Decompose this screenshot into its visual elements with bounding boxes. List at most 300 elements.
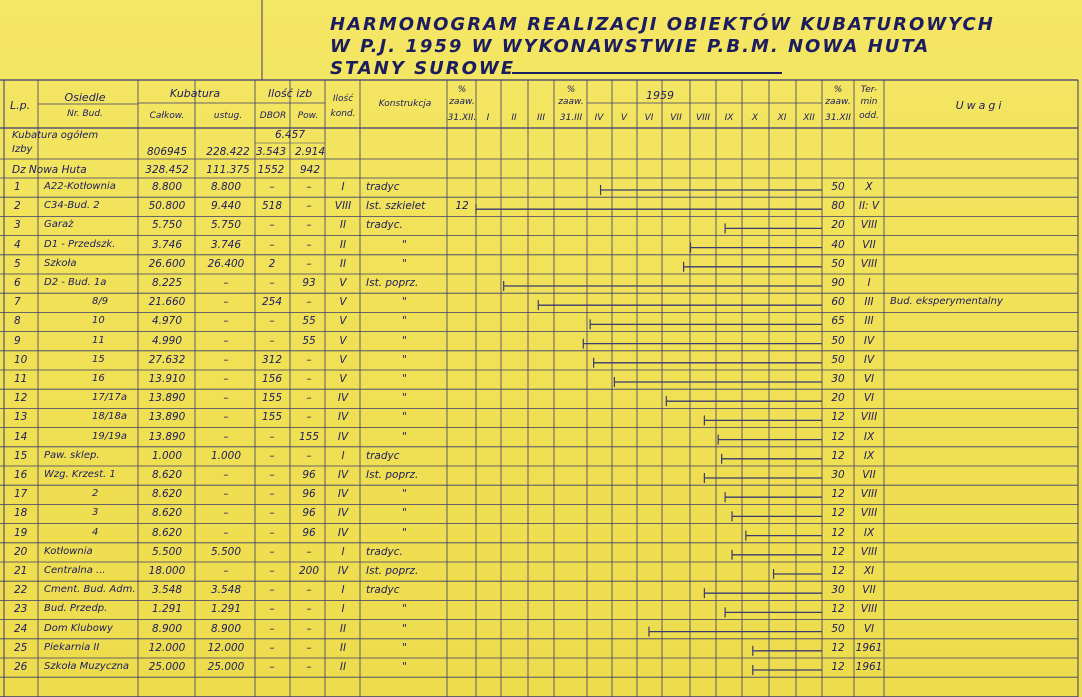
row-kond: IV (337, 430, 349, 443)
row-lp: 11 (14, 373, 28, 385)
row-osiedle: 11 (92, 334, 105, 346)
row-konstrukcja: tradyc. (366, 545, 403, 558)
row-termin: IX (863, 430, 875, 443)
header-termin-2: min (860, 97, 878, 107)
summary-kub-label: Kubatura ogółem (12, 130, 99, 141)
header-kubatura: Kubatura (169, 87, 221, 100)
row-konstrukcja: " (402, 334, 407, 347)
row-termin: VIII (860, 507, 878, 520)
header-nr-bud: Nr. Bud. (67, 109, 103, 119)
header-termin-1: Ter- (860, 85, 878, 95)
row-lp: 17 (14, 488, 28, 501)
row-konstrukcja: Ist. poprz. (366, 469, 419, 481)
header-zaaw3-2: zaaw. (825, 97, 851, 107)
row-osiedle: 4 (92, 526, 99, 538)
header-lp: L.p. (10, 99, 31, 112)
row-ustug: – (223, 334, 229, 347)
row-pow: – (306, 449, 312, 462)
summary-izby-label: Izby (12, 144, 33, 155)
row-lp: 12 (14, 392, 28, 405)
header-zaaw2-2: zaaw. (558, 97, 584, 107)
row-pow: – (306, 411, 312, 424)
row-termin: 1961 (855, 661, 883, 673)
row-termin: VI (863, 392, 875, 405)
row-osiedle: 8/9 (92, 296, 109, 308)
row-ustug: – (223, 565, 229, 577)
row-ustug: 3.548 (210, 584, 242, 597)
row-pow: 200 (298, 565, 320, 577)
row-zaaw3: 12 (831, 565, 845, 577)
row-konstrukcja: Ist. szkielet (366, 200, 426, 213)
row-termin: IX (863, 449, 875, 462)
row-kond: V (339, 277, 347, 289)
row-ustug: – (223, 277, 229, 289)
row-dbor: 156 (261, 373, 283, 385)
row-zaaw3: 50 (831, 257, 845, 270)
summary-dz-ustug: 111.375 (206, 164, 250, 176)
row-kond: IV (337, 469, 349, 481)
row-calkow: 13.890 (148, 430, 186, 443)
header-uwagi: Uwagi (955, 99, 1005, 112)
header-osiedle: Osiedle (64, 91, 106, 104)
row-konstrukcja: " (402, 622, 407, 635)
row-zaaw3: 50 (831, 181, 845, 193)
header-ilosc-kond-1: Ilość (332, 94, 354, 104)
row-calkow: 13.910 (148, 373, 186, 385)
row-lp: 21 (14, 565, 28, 577)
row-calkow: 4.970 (151, 315, 183, 328)
row-dbor: – (269, 219, 275, 232)
row-zaaw3: 20 (831, 219, 845, 232)
row-calkow: 21.660 (148, 296, 186, 309)
row-termin: VIII (860, 545, 878, 558)
row-konstrukcja: tradyc (366, 181, 400, 193)
header-termin-3: odd. (859, 111, 879, 121)
row-zaaw3: 30 (831, 584, 845, 597)
row-termin: VIII (860, 488, 878, 501)
row-zaaw3: 90 (831, 277, 845, 289)
row-dbor: 518 (261, 200, 283, 213)
row-termin: VII (862, 469, 876, 481)
row-ustug: 5.750 (210, 219, 242, 232)
row-lp: 23 (14, 603, 28, 616)
row-calkow: 8.800 (151, 181, 183, 193)
row-termin: IV (863, 334, 875, 347)
row-ustug: 12.000 (207, 641, 245, 654)
row-lp: 3 (14, 219, 21, 232)
row-lp: 25 (14, 641, 28, 654)
header-zaaw3-3: 31.XII (825, 113, 851, 123)
row-konstrukcja: " (402, 315, 407, 328)
row-lp: 7 (14, 296, 21, 309)
header-zaaw3-1: % (833, 85, 843, 95)
row-konstrukcja: " (402, 411, 407, 424)
row-dbor: – (269, 181, 275, 193)
row-calkow: 8.620 (151, 488, 183, 501)
header-month-7: X (751, 113, 759, 123)
row-kond: II (339, 641, 347, 654)
row-dbor: – (269, 430, 275, 443)
row-pow: 96 (302, 488, 316, 501)
row-dbor: – (269, 488, 275, 501)
summary-calkow: 806945 (146, 146, 188, 158)
row-termin: VI (863, 622, 875, 635)
row-kond: II (339, 257, 347, 270)
row-konstrukcja: " (402, 603, 407, 616)
row-pow: – (306, 219, 312, 232)
row-pow: 55 (302, 315, 316, 328)
row-calkow: 26.600 (148, 257, 186, 270)
row-dbor: 254 (261, 296, 283, 309)
row-termin: VIII (860, 257, 878, 270)
row-kond: IV (337, 392, 349, 405)
row-zaaw3: 12 (831, 430, 845, 443)
row-dbor: – (269, 603, 275, 616)
row-zaaw3: 50 (831, 334, 845, 347)
row-osiedle: Bud. Przedp. (44, 603, 108, 615)
row-pow: – (306, 603, 312, 616)
row-kond: V (339, 296, 347, 309)
row-dbor: – (269, 545, 275, 558)
row-osiedle: Paw. sklep. (44, 449, 100, 461)
row-osiedle: 19/19a (92, 430, 127, 442)
row-pow: – (306, 200, 312, 213)
row-kond: I (341, 181, 345, 193)
row-dbor: – (269, 334, 275, 347)
header-zaaw1-2: zaaw. (449, 97, 475, 107)
row-ustug: 5.500 (210, 545, 242, 558)
row-pow: – (306, 392, 312, 405)
row-calkow: 3.746 (151, 238, 183, 251)
row-pow: 96 (302, 469, 316, 481)
header-zaaw1-1: % (457, 85, 467, 95)
row-zaaw3: 80 (831, 200, 845, 213)
row-kond: IV (337, 565, 349, 577)
row-kond: V (339, 315, 347, 328)
row-ustug: – (223, 296, 229, 309)
row-termin: VII (862, 584, 876, 597)
header-q3: III (537, 113, 545, 123)
summary-dbor: 3.543 (255, 146, 287, 158)
row-pow: – (306, 622, 312, 635)
row-kond: II (339, 622, 347, 635)
row-dbor: – (269, 277, 275, 289)
row-ustug: – (223, 353, 229, 366)
row-kond: II (339, 661, 347, 673)
summary-dz-label: Dz Nowa Huta (12, 164, 87, 176)
row-dbor: – (269, 526, 275, 539)
row-ustug: 9.440 (210, 200, 242, 213)
row-calkow: 8.620 (151, 469, 183, 481)
row-konstrukcja: " (402, 392, 407, 405)
row-zaaw3: 12 (831, 507, 845, 520)
row-calkow: 8.900 (151, 622, 183, 635)
row-termin: III (864, 315, 874, 328)
row-calkow: 27.632 (148, 353, 186, 366)
row-lp: 22 (14, 584, 28, 597)
header-month-6: IX (724, 113, 734, 123)
row-calkow: 8.225 (151, 277, 183, 289)
row-konstrukcja: " (402, 238, 407, 251)
row-lp: 26 (14, 661, 28, 673)
header-ilosc-izb: Ilość izb (267, 87, 313, 100)
row-termin: II: V (858, 200, 880, 213)
row-lp: 8 (14, 315, 21, 328)
row-konstrukcja: " (402, 353, 407, 366)
row-termin: IV (863, 353, 875, 366)
row-osiedle: A22-Kotłownia (44, 181, 116, 192)
row-dbor: – (269, 507, 275, 520)
row-dbor: – (269, 565, 275, 577)
row-pow: – (306, 661, 312, 673)
header-month-1: IV (594, 113, 604, 123)
row-kond: V (339, 373, 347, 385)
row-osiedle: D2 - Bud. 1a (44, 277, 107, 288)
row-ustug: – (223, 469, 229, 481)
summary-dz-pow: 942 (299, 164, 321, 176)
row-kond: IV (337, 411, 349, 424)
row-osiedle: Dom Klubowy (44, 622, 113, 634)
row-calkow: 1.291 (151, 603, 183, 616)
row-pow: – (306, 584, 312, 597)
row-calkow: 5.500 (151, 545, 183, 558)
summary-ustug: 228.422 (206, 146, 250, 158)
row-ustug: 8.900 (210, 622, 242, 635)
row-pow: – (306, 545, 312, 558)
row-kond: I (341, 545, 345, 558)
row-pow: 155 (298, 430, 320, 443)
row-pow: – (306, 373, 312, 385)
row-dbor: 312 (261, 353, 283, 366)
row-dbor: – (269, 622, 275, 635)
row-dbor: – (269, 449, 275, 462)
row-calkow: 5.750 (151, 219, 183, 232)
row-osiedle: D1 - Przedszk. (44, 238, 116, 250)
row-osiedle: 3 (92, 507, 99, 519)
row-ustug: – (223, 373, 229, 385)
row-pow: – (306, 353, 312, 366)
row-ustug: – (223, 507, 229, 520)
row-osiedle: Cment. Bud. Adm. (44, 584, 136, 596)
row-kond: IV (337, 526, 349, 539)
row-dbor: – (269, 315, 275, 328)
row-osiedle: Centralna ... (44, 565, 106, 576)
header-month-5: VIII (695, 113, 711, 123)
row-pow: – (306, 257, 312, 270)
row-pow: – (306, 641, 312, 654)
row-lp: 1 (14, 181, 21, 193)
row-pow: 55 (302, 334, 316, 347)
row-lp: 10 (14, 353, 28, 366)
row-zaaw3: 40 (831, 238, 845, 251)
row-calkow: 13.890 (148, 392, 186, 405)
row-osiedle: 15 (92, 353, 105, 365)
row-konstrukcja: " (402, 507, 407, 520)
row-lp: 2 (14, 200, 21, 213)
row-ustug: 1.291 (210, 603, 242, 616)
row-lp: 6 (14, 277, 21, 289)
header-ustug: ustug. (213, 111, 243, 121)
row-lp: 24 (14, 622, 28, 635)
row-ustug: 1.000 (210, 449, 242, 462)
row-dbor: – (269, 661, 275, 673)
row-dbor: – (269, 238, 275, 251)
row-lp: 18 (14, 507, 28, 520)
row-zaaw3: 20 (831, 392, 845, 405)
row-pow: – (306, 181, 312, 193)
row-termin: VIII (860, 411, 878, 424)
row-dbor: 155 (261, 411, 283, 424)
row-termin: VI (863, 373, 875, 385)
row-ustug: – (223, 392, 229, 405)
header-month-2: V (620, 113, 628, 123)
row-ustug: 26.400 (207, 257, 245, 270)
header-year: 1959 (646, 89, 674, 102)
row-pow: – (306, 296, 312, 309)
row-pow: – (306, 238, 312, 251)
row-lp: 20 (14, 545, 28, 558)
row-osiedle: C34-Bud. 2 (44, 200, 100, 212)
header-month-3: VI (644, 113, 654, 123)
row-kond: II (339, 238, 347, 251)
row-dbor: – (269, 641, 275, 654)
row-kond: IV (337, 507, 349, 520)
row-osiedle: 18/18a (92, 411, 127, 423)
row-termin: XI (863, 565, 875, 577)
row-osiedle: Szkoła (44, 257, 77, 269)
row-calkow: 12.000 (148, 641, 186, 654)
row-zaaw3: 12 (831, 449, 845, 462)
row-dbor: 2 (268, 257, 276, 270)
row-konstrukcja: " (402, 641, 407, 654)
row-konstrukcja: tradyc (366, 584, 400, 597)
row-zaaw3: 12 (831, 661, 845, 673)
row-termin: VIII (860, 603, 878, 616)
row-calkow: 13.890 (148, 411, 186, 424)
row-zaaw3: 30 (831, 469, 845, 481)
row-ustug: – (223, 315, 229, 328)
row-lp: 15 (14, 449, 28, 462)
row-pow: 96 (302, 507, 316, 520)
header-ilosc-kond-2: kond. (330, 109, 356, 119)
row-ustug: 25.000 (207, 661, 245, 673)
row-kond: IV (337, 488, 349, 501)
row-calkow: 8.620 (151, 507, 183, 520)
row-lp: 19 (14, 526, 28, 539)
row-calkow: 50.800 (148, 200, 186, 213)
row-kond: V (339, 334, 347, 347)
header-konstrukcja: Konstrukcja (378, 99, 432, 109)
row-osiedle: 10 (92, 315, 105, 327)
row-konstrukcja: " (402, 296, 407, 309)
row-termin: VIII (860, 219, 878, 232)
row-calkow: 4.990 (151, 334, 183, 347)
row-kond: VIII (334, 200, 352, 213)
header-q2: II (511, 113, 517, 123)
row-zaaw3: 50 (831, 353, 845, 366)
row-lp: 9 (14, 334, 21, 347)
summary-izby-total: 6.457 (274, 129, 306, 141)
row-dbor: 155 (261, 392, 283, 405)
row-konstrukcja: " (402, 430, 407, 443)
title-line-2: W P.J. 1959 W WYKONAWSTWIE P.B.M. NOWA HUTA (330, 36, 931, 57)
row-lp: 16 (14, 469, 28, 481)
row-osiedle: Szkoła Muzyczna (44, 661, 130, 672)
row-osiedle: Wzg. Krzest. 1 (44, 469, 116, 480)
row-konstrukcja: " (402, 373, 407, 385)
row-kond: II (339, 219, 347, 232)
row-osiedle: 17/17a (92, 392, 127, 404)
row-zaaw3: 12 (831, 603, 845, 616)
row-zaaw3: 12 (831, 411, 845, 424)
row-zaaw3: 50 (831, 622, 845, 635)
row-ustug: – (223, 526, 229, 539)
row-zaaw3: 30 (831, 373, 845, 385)
row-ustug: – (223, 488, 229, 501)
row-lp: 13 (14, 411, 28, 424)
row-konstrukcja: " (402, 257, 407, 270)
row-calkow: 1.000 (151, 449, 183, 462)
header-month-8: XI (777, 113, 787, 123)
summary-dz-calkow: 328.452 (145, 164, 189, 176)
row-ustug: 8.800 (210, 181, 242, 193)
header-month-4: VII (670, 113, 682, 123)
row-osiedle: Piekarnia II (44, 641, 100, 653)
row-lp: 4 (14, 238, 21, 251)
header-zaaw2-1: % (566, 85, 576, 95)
row-uwagi: Bud. eksperymentalny (890, 296, 1003, 308)
row-calkow: 25.000 (148, 661, 186, 673)
row-lp: 14 (14, 430, 28, 443)
row-zaaw3: 12 (831, 526, 845, 539)
row-konstrukcja: tradyc. (366, 219, 403, 232)
row-konstrukcja: " (402, 661, 407, 673)
row-dbor: – (269, 584, 275, 597)
row-calkow: 3.548 (151, 584, 183, 597)
row-calkow: 18.000 (148, 565, 186, 577)
row-calkow: 8.620 (151, 526, 183, 539)
row-ustug: – (223, 430, 229, 443)
row-termin: IX (863, 526, 875, 539)
row-konstrukcja: " (402, 526, 407, 539)
row-kond: I (341, 584, 345, 597)
row-dbor: – (269, 469, 275, 481)
row-zaaw3: 60 (831, 296, 845, 309)
row-konstrukcja: tradyc (366, 449, 400, 462)
row-zaaw3: 12 (831, 641, 845, 654)
row-termin: VII (862, 238, 876, 251)
row-zaaw3: 12 (831, 488, 845, 501)
row-kond: V (339, 353, 347, 366)
header-zaaw2-3: 31.III (559, 113, 583, 123)
row-pow: 93 (302, 277, 316, 289)
title-line-1: HARMONOGRAM REALIZACJI OBIEKTÓW KUBATUROWYCH (330, 14, 995, 35)
row-termin: X (865, 181, 873, 193)
row-lp: 5 (14, 257, 21, 270)
header-zaaw1-3: 31.XII. (447, 113, 477, 123)
row-zaaw1: 12 (455, 200, 469, 213)
header-month-9: XII (803, 113, 815, 123)
row-termin: I (867, 277, 871, 289)
header-pow: Pow. (297, 111, 319, 121)
row-osiedle: Kotłownia (44, 545, 93, 557)
row-osiedle: Garaż (44, 219, 74, 231)
header-q1: I (486, 113, 490, 123)
row-konstrukcja: " (402, 488, 407, 501)
row-konstrukcja: Ist. poprz. (366, 277, 419, 289)
row-kond: I (341, 449, 345, 462)
header-calkow: Całkow. (149, 111, 185, 121)
